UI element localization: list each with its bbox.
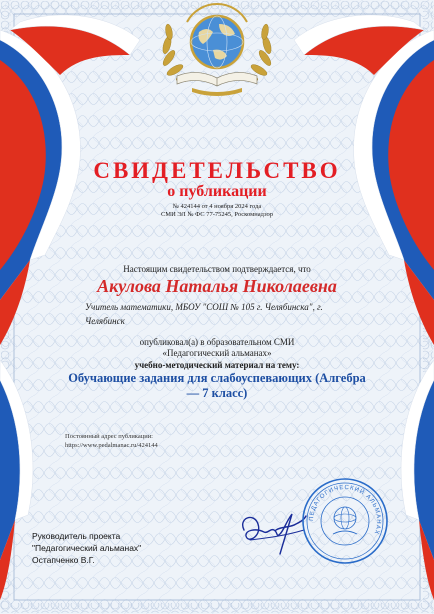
- leader-project: "Педагогический альманах": [32, 543, 142, 553]
- certificate-title: СВИДЕТЕЛЬСТВО: [93, 158, 341, 183]
- leader-name: Остапченко В.Г.: [32, 555, 95, 565]
- recipient-name: Акулова Наталья Николаевна: [97, 276, 337, 296]
- media-registration: СМИ ЭЛ № ФС 77-75245, Роскомнадзор: [160, 211, 274, 218]
- material-type: учебно-методический материал на тему:: [134, 360, 300, 370]
- globe-book-emblem: [147, 0, 287, 100]
- confirmation-text: Настоящим свидетельством подтверждается, что: [123, 264, 311, 274]
- seal-text: ПЕДАГОГИЧЕСКИЙ АЛЬМАНАХ: [308, 484, 382, 536]
- project-leader-block: [32, 530, 232, 566]
- position-line-1: Учитель математики, МБОУ "СОШ № 105 г. Челябинска", г.: [85, 302, 323, 312]
- media-name: «Педагогический альманах»: [162, 348, 272, 358]
- recipient-position: [85, 300, 375, 328]
- certificate-subtitle: о публикации: [167, 183, 267, 200]
- leader-title: Руководитель проекта: [32, 531, 121, 541]
- publication-url-link[interactable]: https://www.pedalmanac.ru/424144: [65, 442, 158, 449]
- material-title: [62, 371, 372, 401]
- material-title-line-1: Обучающие задания для слабоуспевающих (Алгебра: [68, 371, 366, 385]
- position-line-2: Челябинск: [85, 316, 125, 326]
- material-title-line-2: — 7 класс): [186, 386, 248, 400]
- published-in-text: опубликовал(а) в образовательном СМИ: [139, 337, 295, 347]
- address-label: Постоянный адрес публикации:: [65, 433, 153, 440]
- publication-seal: [300, 476, 390, 566]
- registration-number: № 424144 от 4 ноября 2024 года: [172, 203, 262, 210]
